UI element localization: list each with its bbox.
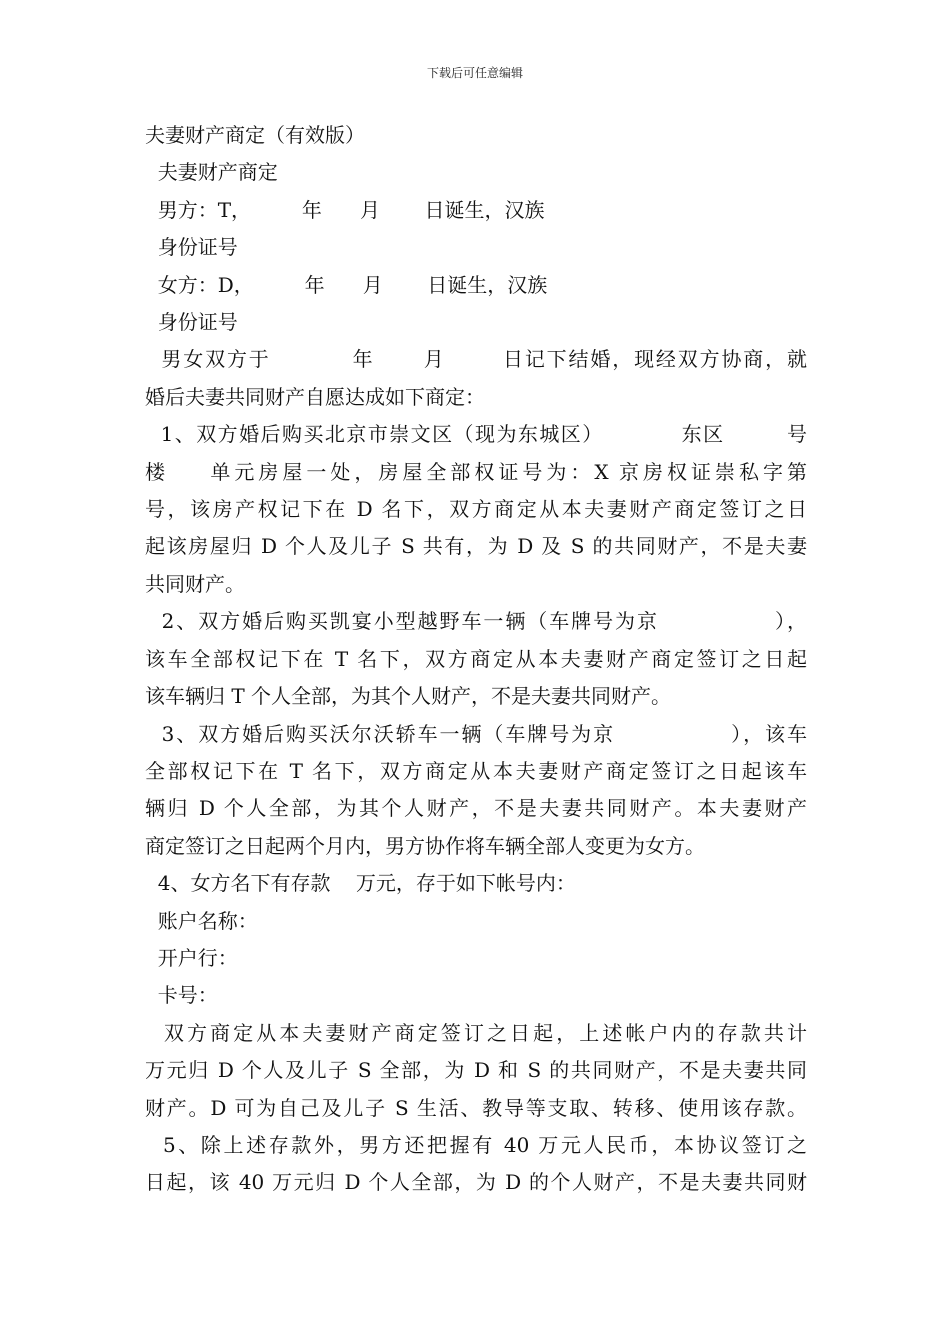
clause-3-line: 3、双方婚后购买沃尔沃轿车一辆（车牌号为京 ），该车 (145, 721, 807, 746)
clause-1-line: 楼 单元房屋一处，房屋全部权证号为：X 京房权证崇私字第 (145, 459, 807, 484)
clause-4-detail-line: 万元归 D 个人及儿子 S 全部，为 D 和 S 的共同财产，不是夫妻共同 (145, 1058, 807, 1083)
page-header: 下载后可任意编辑 (426, 66, 523, 80)
clause-1-line: 号，该房产权记下在 D 名下，双方商定从本夫妻财产商定签订之日 (145, 497, 807, 522)
male-party-line: 男方：T， 年 月 日诞生，汉族 (145, 197, 545, 222)
document-body (145, 117, 807, 1202)
clause-3-line: 辆归 D 个人全部，为其个人财产，不是夫妻共同财产。本夫妻财产 (145, 796, 807, 821)
clause-1-line: 1、双方婚后购买北京市崇文区（现为东城区） 东区 号 (145, 422, 807, 447)
clause-5-line: 日起，该 40 万元归 D 个人全部，为 D 的个人财产，不是夫妻共同财 (145, 1170, 807, 1195)
female-party-line: 女方：D， 年 月 日诞生，汉族 (145, 272, 548, 297)
clause-2-line: 2、双方婚后购买凯宴小型越野车一辆（车牌号为京 ）， (145, 609, 807, 634)
preamble-line: 婚后夫妻共同财产自愿达成如下商定： (145, 384, 485, 409)
account-name-line: 账户名称： (145, 908, 258, 933)
card-number-line: 卡号： (145, 983, 218, 1008)
clause-3-line: 全部权记下在 T 名下，双方商定从本夫妻财产商定签订之日起该车 (145, 758, 807, 783)
clause-1-line: 共同财产。 (145, 571, 245, 596)
preamble-line: 男女双方于 年 月 日记下结婚，现经双方协商，就 (145, 347, 807, 372)
clause-4-detail-line: 双方商定从本夫妻财产商定签订之日起，上述帐户内的存款共计 (145, 1020, 807, 1045)
document-subtitle: 夫妻财产商定 (145, 160, 278, 185)
clause-2-line: 该车辆归 T 个人全部，为其个人财产，不是夫妻共同财产。 (145, 684, 672, 709)
clause-2-line: 该车全部权记下在 T 名下，双方商定从本夫妻财产商定签订之日起 (145, 646, 807, 671)
clause-3-line: 商定签订之日起两个月内，男方协作将车辆全部人变更为女方。 (145, 833, 705, 858)
male-id-line: 身份证号 (145, 235, 238, 260)
clause-5-line: 5、除上述存款外，男方还把握有 40 万元人民币，本协议签订之 (145, 1132, 808, 1157)
clause-1-line: 起该房屋归 D 个人及儿子 S 共有，为 D 及 S 的共同财产，不是夫妻 (145, 534, 807, 559)
bank-line: 开户行： (145, 945, 238, 970)
clause-4-line: 4、女方名下有存款 万元，存于如下帐号内： (145, 871, 576, 896)
document-title: 夫妻财产商定（有效版） (145, 123, 365, 147)
clause-4-detail-line: 财产。D 可为自己及儿子 S 生活、教导等支取、转移、使用该存款。 (145, 1095, 807, 1120)
female-id-line: 身份证号 (145, 310, 238, 335)
